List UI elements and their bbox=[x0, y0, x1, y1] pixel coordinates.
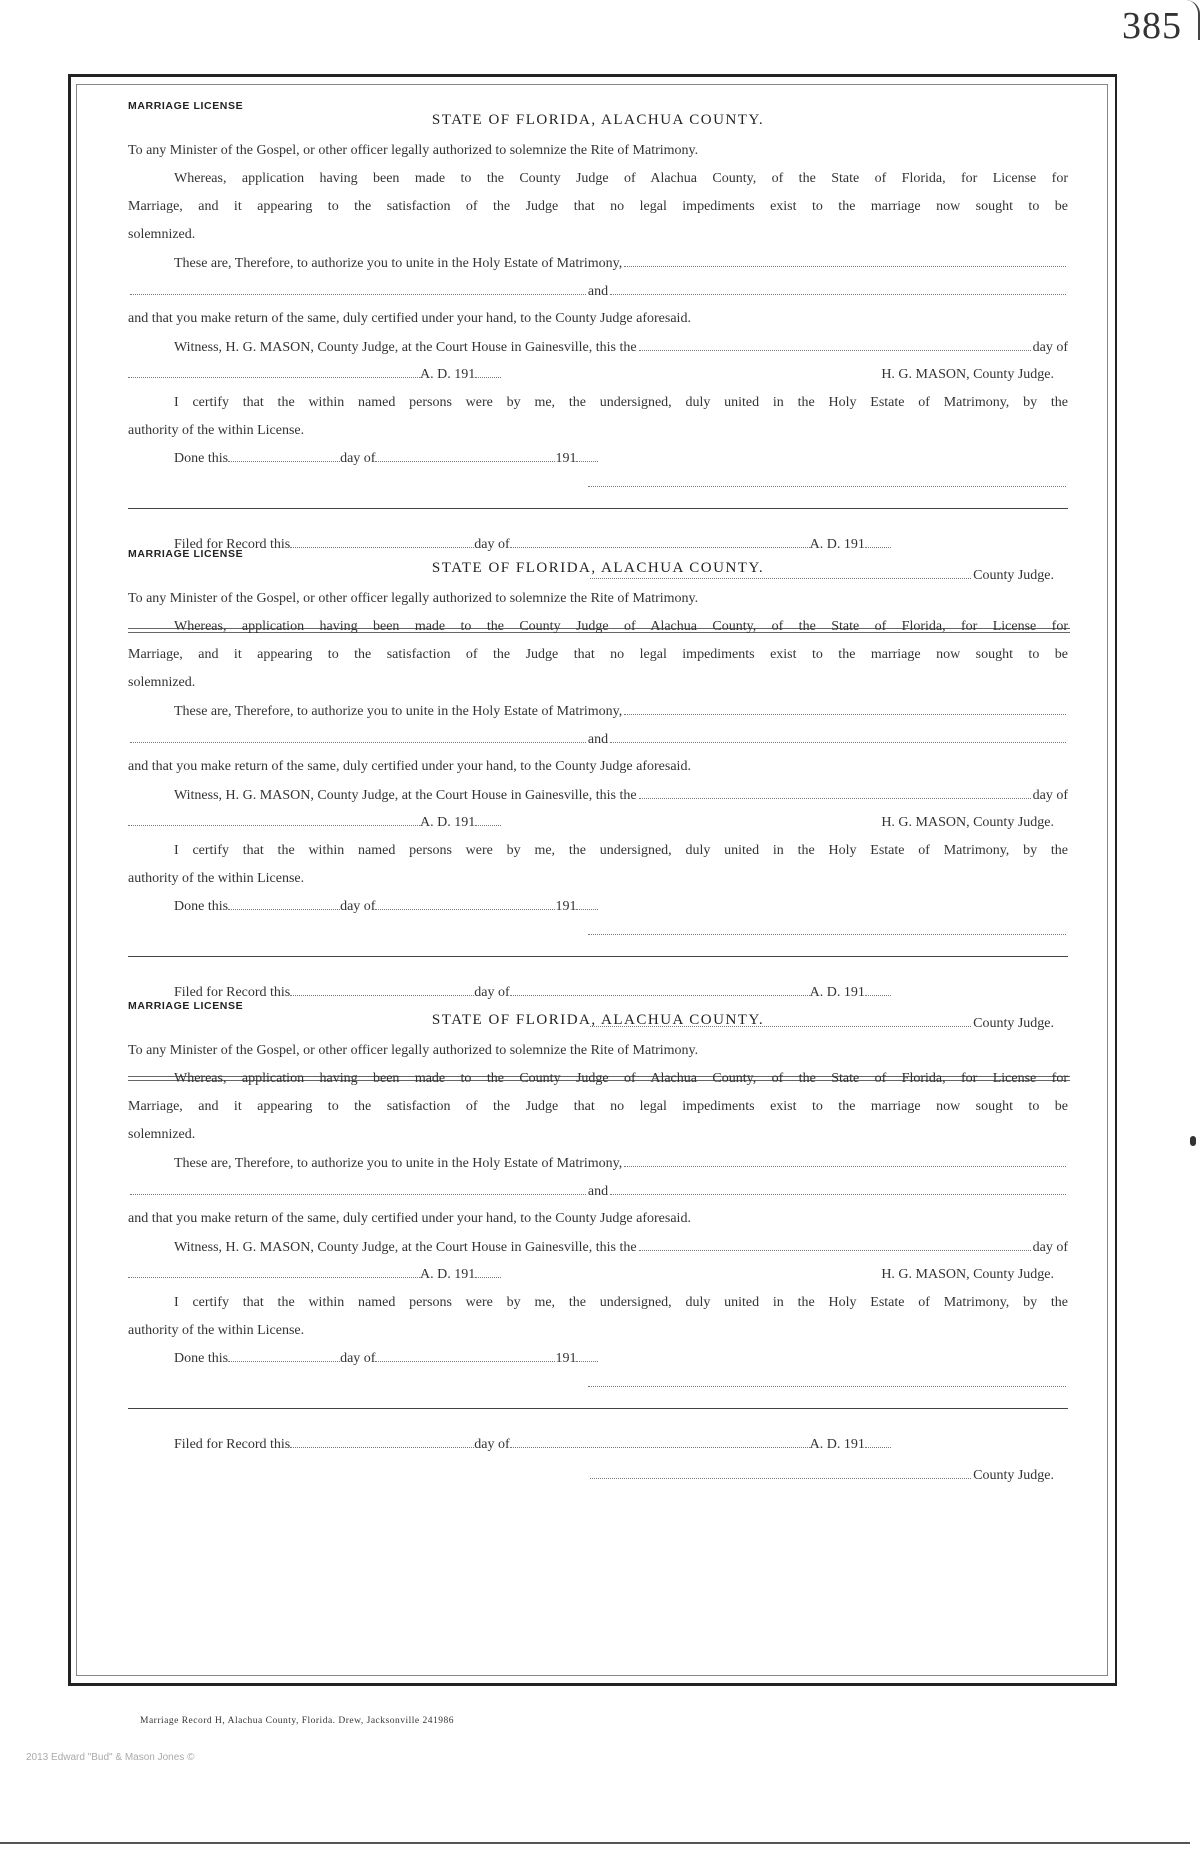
filed-day-field[interactable] bbox=[290, 1437, 474, 1448]
address-line: To any Minister of the Gospel, or other officer legally authorized to solemnize the Rite of Matrimony. bbox=[128, 143, 699, 158]
filed-day-of-text: day of bbox=[474, 985, 510, 1000]
done-year-field[interactable] bbox=[576, 1351, 598, 1362]
binding-mark bbox=[1190, 1136, 1196, 1146]
witness-day-field[interactable] bbox=[639, 338, 1031, 351]
whereas-line-3: solemnized. bbox=[128, 675, 196, 690]
certify-line-1: I certify that the within named persons were by me, the undersigned, duly united in the Holy Estate of Matrimony, by the bbox=[174, 1295, 1068, 1310]
filed-month-field[interactable] bbox=[510, 985, 810, 996]
certify-line-1: I certify that the within named persons were by me, the undersigned, duly united in the Holy Estate of Matrimony, by the bbox=[174, 395, 1068, 410]
done-month-field[interactable] bbox=[375, 451, 555, 462]
page-bottom-edge bbox=[0, 1842, 1190, 1844]
done-this-text: Done this bbox=[174, 899, 229, 914]
done-year-text: 191 bbox=[555, 899, 577, 914]
witness-row bbox=[128, 338, 1068, 357]
address-line: To any Minister of the Gospel, or other officer legally authorized to solemnize the Rite of Matrimony. bbox=[128, 1043, 699, 1058]
filing-separator bbox=[128, 956, 1068, 957]
witness-text: Witness, H. G. MASON, County Judge, at the Court House in Gainesville, this the bbox=[174, 1240, 637, 1255]
groom-name-field[interactable] bbox=[624, 702, 1066, 715]
done-year-text: 191 bbox=[555, 1351, 577, 1366]
witness-row bbox=[128, 1238, 1068, 1257]
witness-day-of-text: day of bbox=[1032, 788, 1068, 803]
done-month-field[interactable] bbox=[375, 1351, 555, 1362]
witness-month-field[interactable] bbox=[128, 367, 420, 378]
judge-signature-text: H. G. MASON, County Judge. bbox=[881, 815, 1054, 830]
certify-line-1: I certify that the within named persons were by me, the undersigned, duly united in the Holy Estate of Matrimony, by the bbox=[174, 843, 1068, 858]
groom-name-continued-field[interactable] bbox=[130, 282, 586, 295]
return-line: and that you make return of the same, duly certified under your hand, to the County Judge aforesaid. bbox=[128, 759, 691, 774]
and-row bbox=[128, 282, 1068, 301]
whereas-line-2: Marriage, and it appearing to the satisfaction of the Judge that no legal impediments exist to the marriage now sought to be bbox=[128, 1099, 1068, 1114]
filing-separator bbox=[128, 1408, 1068, 1409]
witness-day-field[interactable] bbox=[639, 1238, 1031, 1251]
whereas-line-2: Marriage, and it appearing to the satisfaction of the Judge that no legal impediments exist to the marriage now sought to be bbox=[128, 647, 1068, 662]
groom-name-continued-field[interactable] bbox=[130, 730, 586, 743]
filed-text: Filed for Record this bbox=[174, 537, 291, 552]
done-year-field[interactable] bbox=[576, 451, 598, 462]
bride-name-field[interactable] bbox=[610, 730, 1066, 743]
authorize-row bbox=[128, 254, 1068, 273]
address-line: To any Minister of the Gospel, or other officer legally authorized to solemnize the Rite of Matrimony. bbox=[128, 591, 699, 606]
ad-row bbox=[128, 814, 1068, 832]
certify-line-2: authority of the within License. bbox=[128, 423, 305, 438]
done-this-text: Done this bbox=[174, 1351, 229, 1366]
license-title: STATE OF FLORIDA, ALACHUA COUNTY. bbox=[431, 112, 765, 128]
county-judge-text: County Judge. bbox=[973, 568, 1054, 583]
return-line: and that you make return of the same, duly certified under your hand, to the County Judge aforesaid. bbox=[128, 1211, 691, 1226]
page-number: 385 bbox=[1122, 5, 1182, 47]
judge-signature-text: H. G. MASON, County Judge. bbox=[881, 1267, 1054, 1282]
filed-day-of-text: day of bbox=[474, 1437, 510, 1452]
witness-row bbox=[128, 786, 1068, 805]
filed-month-field[interactable] bbox=[510, 537, 810, 548]
done-day-field[interactable] bbox=[228, 1351, 340, 1362]
judge-signature-text: H. G. MASON, County Judge. bbox=[881, 367, 1054, 382]
done-year-text: 191 bbox=[555, 451, 577, 466]
witness-year-field[interactable] bbox=[475, 367, 501, 378]
bride-name-field[interactable] bbox=[610, 282, 1066, 295]
filed-year-field[interactable] bbox=[865, 537, 891, 548]
groom-name-field[interactable] bbox=[624, 1154, 1066, 1167]
officiant-signature-field[interactable] bbox=[588, 924, 1066, 935]
done-day-field[interactable] bbox=[228, 899, 340, 910]
filed-month-field[interactable] bbox=[510, 1437, 810, 1448]
witness-month-field[interactable] bbox=[128, 1267, 420, 1278]
whereas-line-1: Whereas, application having been made to the County Judge of Alachua County, of the State of Florida, for License for bbox=[174, 1071, 1068, 1086]
filed-ad-text: A. D. 191 bbox=[809, 1437, 865, 1452]
done-row bbox=[128, 450, 1068, 468]
whereas-line-3: solemnized. bbox=[128, 227, 196, 242]
authorize-row bbox=[128, 1154, 1068, 1173]
page-curl-edge bbox=[1184, 0, 1200, 40]
and-row bbox=[128, 730, 1068, 749]
ad-row bbox=[128, 366, 1068, 384]
filed-year-field[interactable] bbox=[865, 1437, 891, 1448]
county-judge-text: County Judge. bbox=[973, 1016, 1054, 1031]
footer-imprint: Marriage Record H, Alachua County, Florida. Drew, Jacksonville 241986 bbox=[140, 1716, 454, 1726]
whereas-line-2: Marriage, and it appearing to the satisfaction of the Judge that no legal impediments exist to the marriage now sought to be bbox=[128, 199, 1068, 214]
witness-year-field[interactable] bbox=[475, 815, 501, 826]
filed-row bbox=[128, 1436, 1068, 1454]
and-text: and bbox=[587, 732, 609, 747]
license-title: STATE OF FLORIDA, ALACHUA COUNTY. bbox=[431, 560, 765, 576]
filed-ad-text: A. D. 191 bbox=[809, 537, 865, 552]
copyright-watermark: 2013 Edward "Bud" & Mason Jones © bbox=[26, 1752, 195, 1763]
witness-text: Witness, H. G. MASON, County Judge, at the Court House in Gainesville, this the bbox=[174, 788, 637, 803]
officiant-signature-field[interactable] bbox=[588, 476, 1066, 487]
witness-day-of-text: day of bbox=[1032, 1240, 1068, 1255]
bride-name-field[interactable] bbox=[610, 1182, 1066, 1195]
authorize-row bbox=[128, 702, 1068, 721]
done-day-of-text: day of bbox=[340, 451, 376, 466]
filed-text: Filed for Record this bbox=[174, 1437, 291, 1452]
return-line: and that you make return of the same, duly certified under your hand, to the County Judge aforesaid. bbox=[128, 311, 691, 326]
officiant-signature-field[interactable] bbox=[588, 1376, 1066, 1387]
done-row bbox=[128, 1350, 1068, 1368]
filed-ad-text: A. D. 191 bbox=[809, 985, 865, 1000]
done-year-field[interactable] bbox=[576, 899, 598, 910]
witness-day-field[interactable] bbox=[639, 786, 1031, 799]
done-day-field[interactable] bbox=[228, 451, 340, 462]
certify-line-2: authority of the within License. bbox=[128, 871, 305, 886]
license-label: MARRIAGE LICENSE bbox=[128, 1000, 244, 1012]
ad-row bbox=[128, 1266, 1068, 1284]
ad-text: A. D. 191 bbox=[420, 815, 476, 830]
whereas-line-1: Whereas, application having been made to the County Judge of Alachua County, of the State of Florida, for License for bbox=[174, 171, 1068, 186]
certify-line-2: authority of the within License. bbox=[128, 1323, 305, 1338]
whereas-line-1: Whereas, application having been made to the County Judge of Alachua County, of the State of Florida, for License for bbox=[174, 619, 1068, 634]
filed-day-field[interactable] bbox=[290, 537, 474, 548]
ad-text: A. D. 191 bbox=[420, 1267, 476, 1282]
whereas-line-3: solemnized. bbox=[128, 1127, 196, 1142]
authorize-text: These are, Therefore, to authorize you to unite in the Holy Estate of Matrimony, bbox=[174, 256, 623, 271]
done-month-field[interactable] bbox=[375, 899, 555, 910]
witness-text: Witness, H. G. MASON, County Judge, at the Court House in Gainesville, this the bbox=[174, 340, 637, 355]
filed-row bbox=[128, 984, 1068, 1002]
done-day-of-text: day of bbox=[340, 1351, 376, 1366]
ad-text: A. D. 191 bbox=[420, 367, 476, 382]
groom-name-continued-field[interactable] bbox=[130, 1182, 586, 1195]
authorize-text: These are, Therefore, to authorize you to unite in the Holy Estate of Matrimony, bbox=[174, 704, 623, 719]
license-label: MARRIAGE LICENSE bbox=[128, 100, 244, 112]
and-text: and bbox=[587, 1184, 609, 1199]
done-row bbox=[128, 898, 1068, 916]
done-this-text: Done this bbox=[174, 451, 229, 466]
county-judge-row bbox=[128, 1466, 1068, 1485]
and-row bbox=[128, 1182, 1068, 1201]
authorize-text: These are, Therefore, to authorize you to unite in the Holy Estate of Matrimony, bbox=[174, 1156, 623, 1171]
filed-day-field[interactable] bbox=[290, 985, 474, 996]
and-text: and bbox=[587, 284, 609, 299]
filed-day-of-text: day of bbox=[474, 537, 510, 552]
filed-row bbox=[128, 536, 1068, 554]
witness-day-of-text: day of bbox=[1032, 340, 1068, 355]
license-label: MARRIAGE LICENSE bbox=[128, 548, 244, 560]
witness-year-field[interactable] bbox=[475, 1267, 501, 1278]
filed-year-field[interactable] bbox=[865, 985, 891, 996]
license-title: STATE OF FLORIDA, ALACHUA COUNTY. bbox=[431, 1012, 765, 1028]
groom-name-field[interactable] bbox=[624, 254, 1066, 267]
witness-month-field[interactable] bbox=[128, 815, 420, 826]
filing-separator bbox=[128, 508, 1068, 509]
done-day-of-text: day of bbox=[340, 899, 376, 914]
county-judge-text: County Judge. bbox=[973, 1468, 1054, 1483]
judge-signature-field[interactable] bbox=[590, 1466, 971, 1479]
filed-text: Filed for Record this bbox=[174, 985, 291, 1000]
